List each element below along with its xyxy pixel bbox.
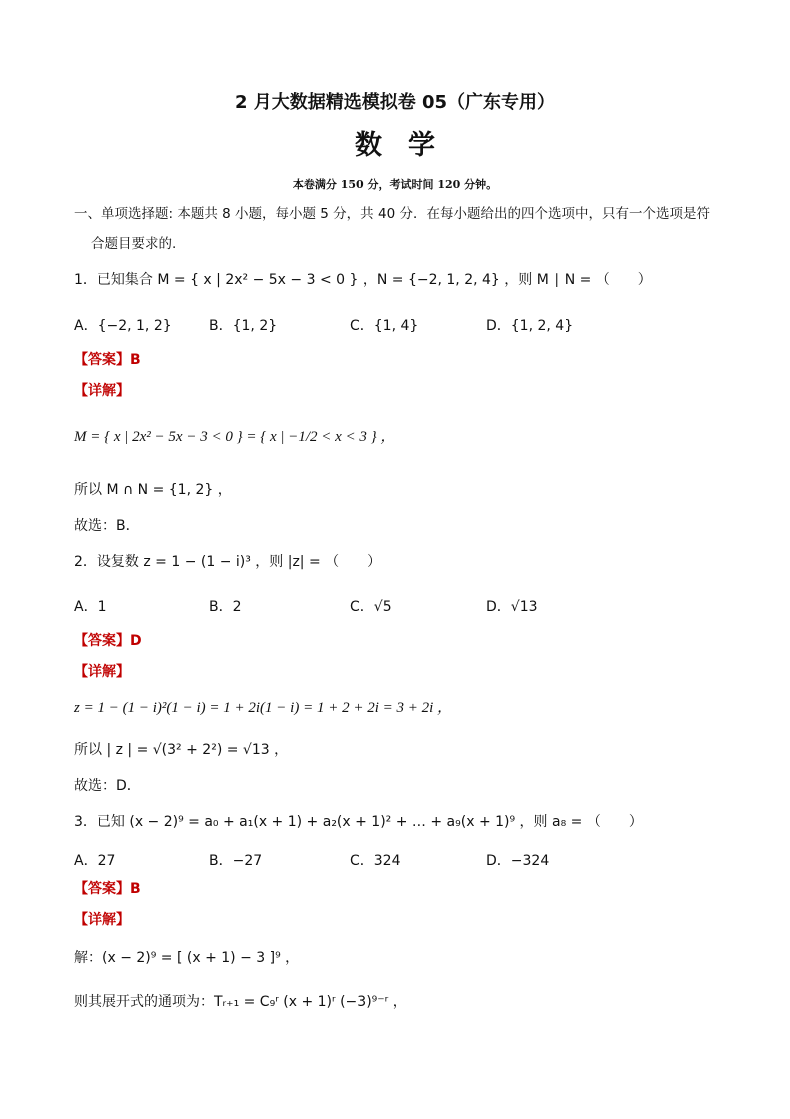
question-3-answer: 【答案】B	[74, 881, 141, 897]
question-1-option-b: B．{1, 2}	[209, 318, 278, 334]
question-3-option-a: A．27	[74, 853, 116, 869]
question-1-option-a: A．{−2, 1, 2}	[74, 318, 172, 334]
question-3-option-d: D．−324	[486, 853, 550, 869]
section-heading-line1: 一、单项选择题: 本题共 8 小题，每小题 5 分，共 40 分．在每小题给出的四个选项中，只有一个选项是符	[74, 206, 710, 222]
question-3-step-1: 解：(x − 2)⁹ = [ (x + 1) − 3 ]⁹ ，	[74, 950, 300, 966]
question-1-stem: 1．已知集合 M = { x | 2x² − 5x − 3 < 0 } ，N = {−2, 1, 2, 4} ，则 M ∣ N = （ ）	[74, 272, 652, 288]
question-2-option-a: A．1	[74, 599, 107, 615]
section-heading-line2: 合题目要求的.	[91, 236, 177, 252]
question-2-stem: 2．设复数 z = 1 − (1 − i)³ ，则 |z| = （ ）	[74, 554, 382, 570]
question-1-step-2: 所以 M ∩ N = {1, 2} ，	[74, 482, 232, 498]
question-1-step-3: 故选：B．	[74, 518, 140, 534]
question-3-option-c: C．324	[350, 853, 401, 869]
subject-heading: 数学	[355, 130, 461, 161]
question-1-option-d: D．{1, 2, 4}	[486, 318, 574, 334]
question-3-option-b: B．−27	[209, 853, 263, 869]
question-2-step-1: z = 1 − (1 − i)²(1 − i) = 1 + 2i(1 − i) = 1 + 2 + 2i = 3 + 2i ，	[74, 700, 453, 716]
question-2-answer: 【答案】D	[74, 633, 142, 649]
question-2-option-c: C．√5	[350, 599, 392, 615]
question-2-option-b: B．2	[209, 599, 242, 615]
exam-note: 本卷满分 150 分，考试时间 120 分钟。	[292, 178, 498, 191]
question-2-step-2: 所以 | z | = √(3² + 2²) = √13 ，	[74, 742, 289, 758]
question-1-answer: 【答案】B	[74, 352, 141, 368]
question-3-stem: 3．已知 (x − 2)⁹ = a₀ + a₁(x + 1) + a₂(x + 1)² + … + a₉(x + 1)⁹ ，则 a₈ = （ ）	[74, 814, 643, 830]
question-3-detail-label: 【详解】	[74, 912, 130, 928]
question-1-detail-label: 【详解】	[74, 383, 130, 399]
question-1-option-c: C．{1, 4}	[350, 318, 419, 334]
question-2-detail-label: 【详解】	[74, 664, 130, 680]
paper-title: 2 月大数据精选模拟卷 05（广东专用）	[234, 92, 556, 113]
question-2-option-d: D．√13	[486, 599, 538, 615]
question-2-step-3: 故选：D．	[74, 778, 141, 794]
question-1-step-1: M = { x | 2x² − 5x − 3 < 0 } = { x | −1/2 < x < 3 } ，	[74, 429, 396, 445]
question-3-step-2: 则其展开式的通项为：Tᵣ₊₁ = C₉ʳ (x + 1)ʳ (−3)⁹⁻ʳ ，	[74, 994, 407, 1010]
